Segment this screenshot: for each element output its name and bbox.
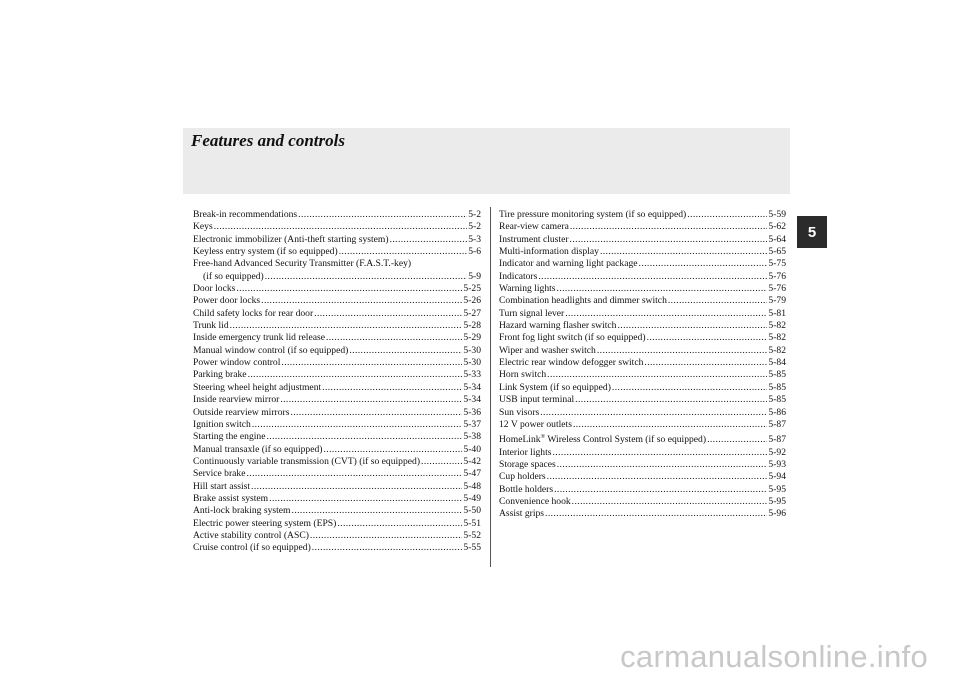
toc-entry-multiline[interactable]: Free-hand Advanced Security Transmitter (F.A.S.T.-key) (if so equipped) ..... 5-9: [193, 258, 481, 283]
toc-entry[interactable]: Tire pressure monitoring system (if so equipped) ..... 5-59: [499, 209, 786, 221]
toc-entry[interactable]: Indicators ..... 5-76: [499, 271, 786, 283]
toc-left-column: [193, 209, 481, 555]
toc-entry[interactable]: Steering wheel height adjustment ..... 5-34: [193, 382, 481, 394]
toc-entry[interactable]: Link System (if so equipped) ..... 5-85: [499, 382, 786, 394]
toc-entry[interactable]: Active stability control (ASC) ..... 5-52: [193, 530, 481, 542]
toc-entry[interactable]: Front fog light switch (if so equipped) ..... 5-82: [499, 332, 786, 344]
toc-entry[interactable]: Electric power steering system (EPS) ..... 5-51: [193, 518, 481, 530]
toc-entry[interactable]: Manual transaxle (if so equipped) ..... 5-40: [193, 444, 481, 456]
toc-entry[interactable]: Assist grips ..... 5-96: [499, 508, 786, 520]
toc-entry[interactable]: Trunk lid ..... 5-28: [193, 320, 481, 332]
toc-entry[interactable]: Power door locks ..... 5-26: [193, 295, 481, 307]
toc-entry[interactable]: Service brake ..... 5-47: [193, 468, 481, 480]
watermark: carmanualsonline.info: [620, 639, 928, 674]
toc-entry[interactable]: 12 V power outlets ..... 5-87: [499, 419, 786, 431]
toc-entry[interactable]: Interior lights ..... 5-92: [499, 447, 786, 459]
toc-entry[interactable]: Turn signal lever ..... 5-81: [499, 308, 786, 320]
toc-right-column: [499, 209, 786, 521]
toc-entry[interactable]: Ignition switch ..... 5-37: [193, 419, 481, 431]
toc-entry[interactable]: Break-in recommendations ..... 5-2: [193, 209, 481, 221]
toc-entry[interactable]: Storage spaces ..... 5-93: [499, 459, 786, 471]
toc-entry[interactable]: Inside rearview mirror ..... 5-34: [193, 394, 481, 406]
toc-entry[interactable]: Brake assist system ..... 5-49: [193, 493, 481, 505]
toc-entry[interactable]: Electronic immobilizer (Anti-theft starting system) ..... 5-3: [193, 234, 481, 246]
toc-entry[interactable]: Continuously variable transmission (CVT) (if so equipped) ..... 5-42: [193, 456, 481, 468]
chapter-header-band: [183, 128, 790, 194]
toc-entry[interactable]: Sun visors ..... 5-86: [499, 407, 786, 419]
toc-entry[interactable]: Cup holders ..... 5-94: [499, 471, 786, 483]
toc-entry[interactable]: Keyless entry system (if so equipped) ..... 5-6: [193, 246, 481, 258]
toc-entry[interactable]: Manual window control (if so equipped) ..... 5-30: [193, 345, 481, 357]
toc-entry[interactable]: Convenience hook ..... 5-95: [499, 496, 786, 508]
toc-entry[interactable]: HomeLink® Wireless Control System (if so equipped) ..... 5-87: [499, 434, 786, 446]
toc-entry[interactable]: Inside emergency trunk lid release ..... 5-29: [193, 332, 481, 344]
toc-entry[interactable]: Outside rearview mirrors ..... 5-36: [193, 407, 481, 419]
toc-entry[interactable]: Child safety locks for rear door ..... 5-27: [193, 308, 481, 320]
toc-entry[interactable]: Anti-lock braking system ..... 5-50: [193, 505, 481, 517]
toc-entry[interactable]: Combination headlights and dimmer switch ..... 5-79: [499, 295, 786, 307]
toc-entry[interactable]: Power window control ..... 5-30: [193, 357, 481, 369]
toc-entry[interactable]: Door locks ..... 5-25: [193, 283, 481, 295]
toc-entry[interactable]: Indicator and warning light package ..... 5-75: [499, 258, 786, 270]
toc-entry[interactable]: Starting the engine ..... 5-38: [193, 431, 481, 443]
chapter-tab: 5: [797, 216, 827, 248]
toc-entry[interactable]: USB input terminal ..... 5-85: [499, 394, 786, 406]
toc-entry[interactable]: Multi-information display ..... 5-65: [499, 246, 786, 258]
toc-entry[interactable]: Horn switch ..... 5-85: [499, 369, 786, 381]
toc-entry[interactable]: Cruise control (if so equipped) ..... 5-55: [193, 542, 481, 554]
column-divider: [490, 207, 491, 567]
toc-entry[interactable]: Keys ..... 5-2: [193, 221, 481, 233]
toc-entry[interactable]: Electric rear window defogger switch ..... 5-84: [499, 357, 786, 369]
toc-entry[interactable]: Wiper and washer switch ..... 5-82: [499, 345, 786, 357]
toc-entry[interactable]: Hill start assist ..... 5-48: [193, 481, 481, 493]
toc-entry[interactable]: Rear-view camera ..... 5-62: [499, 221, 786, 233]
toc-entry[interactable]: Bottle holders ..... 5-95: [499, 484, 786, 496]
page-title: Features and controls: [191, 131, 345, 150]
toc-entry[interactable]: Parking brake ..... 5-33: [193, 369, 481, 381]
toc-entry[interactable]: Instrument cluster ..... 5-64: [499, 234, 786, 246]
toc-entry[interactable]: Warning lights ..... 5-76: [499, 283, 786, 295]
toc-entry[interactable]: Hazard warning flasher switch ..... 5-82: [499, 320, 786, 332]
